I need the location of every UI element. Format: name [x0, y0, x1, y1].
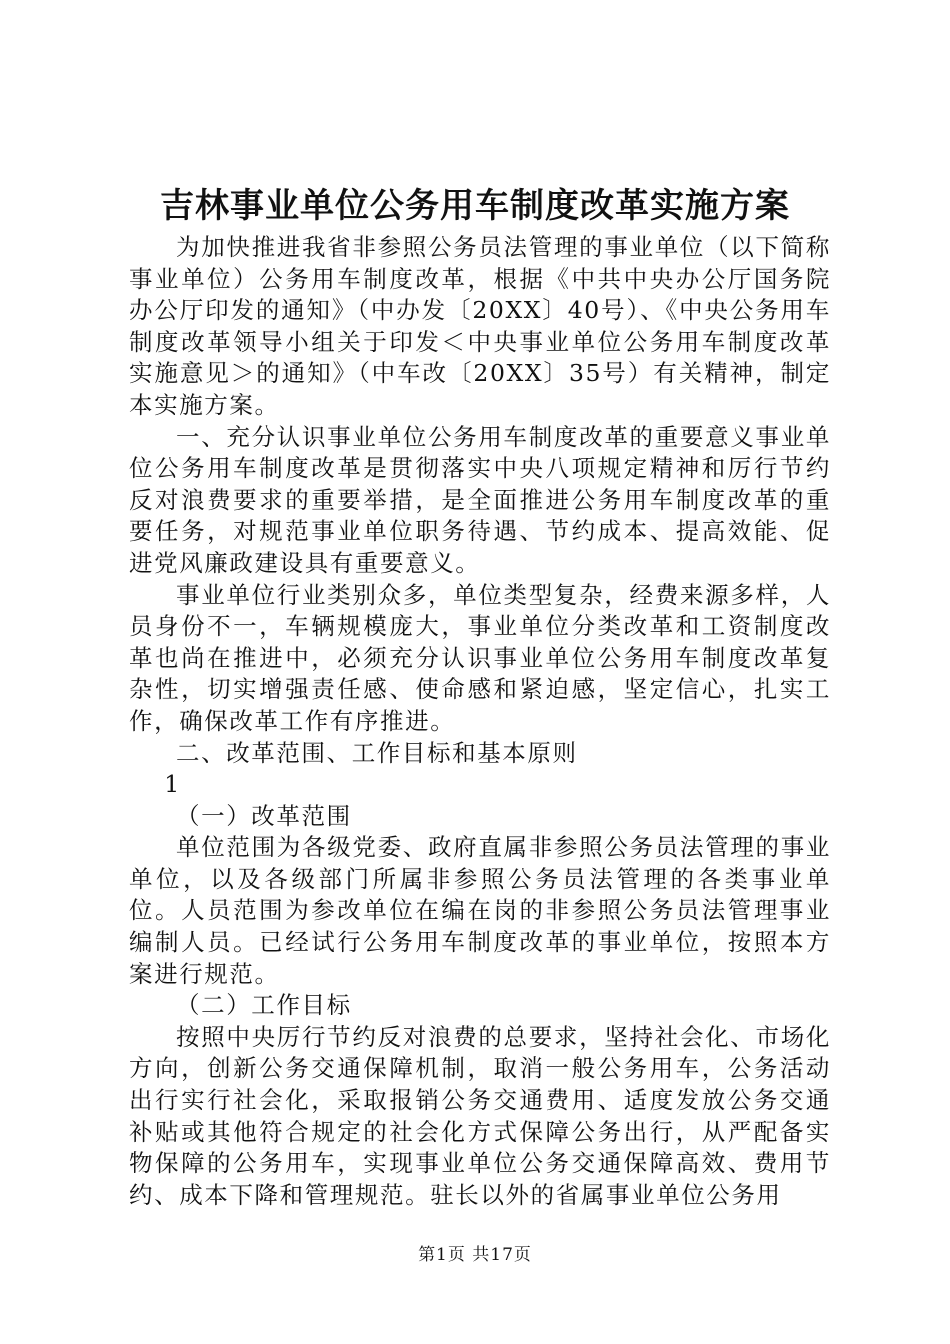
paragraph-intro: 为加快推进我省非参照公务员法管理的事业单位（以下简称事业单位）公务用车制度改革，根据《中共中央办公厅国务院办公厅印发的通知》（中办发〔20XX〕40号）、《中央公务用车制度改革领导小组关于印发＜中央事业单位公务用车制度改革实施意见＞的通知》（中车改〔20XX〕35号）有关精神，制定本实施方案。: [129, 233, 831, 419]
heading-section-2: 二、改革范围、工作目标和基本原则: [176, 738, 578, 767]
inline-page-number: 1: [164, 770, 180, 799]
page-footer: 第1页 共17页: [418, 1245, 532, 1265]
paragraph-scope: 单位范围为各级党委、政府直属非参照公务员法管理的事业单位，以及各级部门所属非参照公务员法管理的各类事业单位。人员范围为参改单位在编在岗的非参照公务员法管理事业编制人员。已经试行公务用车制度改革的事业单位，按照本方案进行规范。: [129, 833, 831, 988]
heading-scope: （一）改革范围: [176, 801, 352, 830]
paragraph-goals: 按照中央厉行节约反对浪费的总要求，坚持社会化、市场化方向，创新公务交通保障机制，取消一般公务用车，公务活动出行实行社会化，采取报销公务交通费用、适度发放公务交通补贴或其他符合规定的社会化方式保障公务出行，从严配备实物保障的公务用车，实现事业单位公务交通保障高效、费用节约、成本下降和管理规范。驻长以外的省属事业单位公务用: [129, 1022, 831, 1209]
document-title: 吉林事业单位公务用车制度改革实施方案: [160, 186, 790, 226]
heading-goals: （二）工作目标: [176, 991, 352, 1020]
paragraph-complexity: 事业单位行业类别众多，单位类型复杂，经费来源多样，人员身份不一，车辆规模庞大，事业单位分类改革和工资制度改革也尚在推进中，必须充分认识事业单位公务用车制度改革复杂性，切实增强责任感、使命感和紧迫感，坚定信心，扎实工作，确保改革工作有序推进。: [129, 580, 831, 735]
document-body: [129, 232, 831, 1211]
paragraph-section-1: 一、充分认识事业单位公务用车制度改革的重要意义事业单位公务用车制度改革是贯彻落实中央八项规定精神和厉行节约反对浪费要求的重要举措，是全面推进公务用车制度改革的重要任务，对规范事业单位职务待遇、节约成本、提高效能、促进党风廉政建设具有重要意义。: [129, 422, 831, 577]
